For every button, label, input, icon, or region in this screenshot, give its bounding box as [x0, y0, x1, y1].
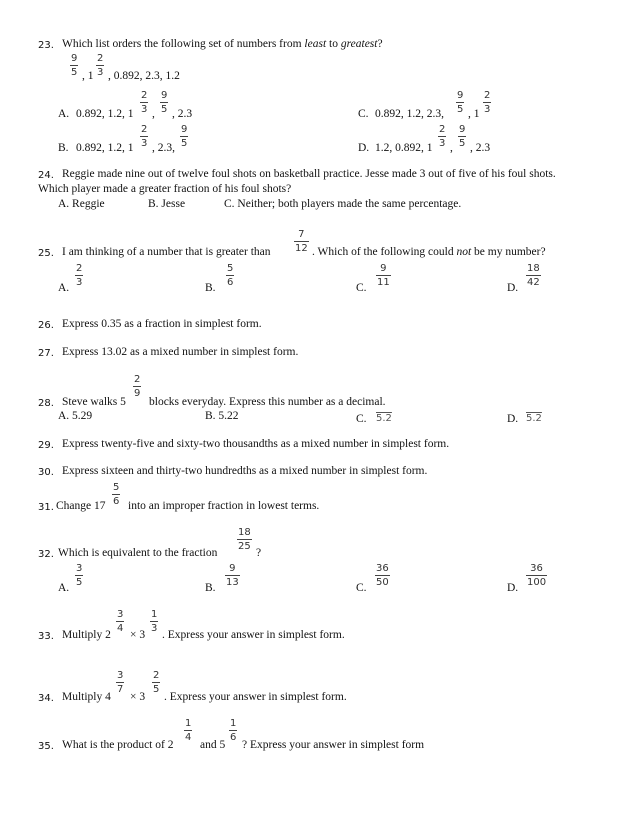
- choice-b-text: 0.892, 1.2, 1: [76, 142, 134, 154]
- question-number: 30.: [38, 467, 54, 478]
- question-text: Reggie made nine out of twelve foul shots on basketball practice. Jesse made 3 out of five of his foul shots.: [62, 168, 556, 180]
- choice-b-label: B.: [205, 282, 216, 294]
- choice-a-label: A.: [58, 108, 70, 120]
- comma: ,: [450, 142, 453, 154]
- choice-a-label: A.: [58, 282, 70, 294]
- question-number: 34.: [38, 693, 54, 704]
- comma: , 2.3,: [152, 142, 175, 154]
- question-text: Change 17: [56, 500, 106, 512]
- fraction: 2 3: [439, 124, 446, 149]
- fraction: 1 4: [185, 718, 192, 743]
- question-text-2: . Which of the following could not be my number?: [312, 246, 546, 258]
- choice-a-label: A.: [58, 582, 70, 594]
- question-text: What is the product of 2: [62, 739, 174, 751]
- question-number: 29.: [38, 440, 54, 451]
- choice-a-text: 0.892, 1.2, 1: [76, 108, 134, 120]
- times-text: × 3: [130, 691, 146, 703]
- question-text-2: . Express your answer in simplest form.: [164, 691, 347, 703]
- choice-d-label: D.: [507, 282, 519, 294]
- choice-c-label: C.: [356, 413, 367, 425]
- set-text: , 1: [82, 70, 94, 82]
- choice-a: A. Reggie: [58, 198, 105, 210]
- question-30-text: Express sixteen and thirty-two hundredths as a mixed number in simplest form.: [62, 465, 428, 477]
- set-text: , 0.892, 2.3, 1.2: [108, 70, 180, 82]
- fraction: 18 42: [527, 263, 540, 288]
- fraction: 9 13: [226, 563, 239, 588]
- question-26-text: Express 0.35 as a fraction in simplest form.: [62, 318, 262, 330]
- fraction: 2 3: [76, 263, 83, 288]
- question-text-2: Which player made a greater fraction of his foul shots?: [38, 183, 292, 195]
- fraction: 2 3: [141, 124, 148, 149]
- choice-d-tail: , 2.3: [470, 142, 491, 154]
- choice-d-label: D.: [358, 142, 370, 154]
- fraction: 5 6: [113, 482, 120, 507]
- question-text-2: into an improper fraction in lowest terms.: [128, 500, 320, 512]
- question-number: 26.: [38, 320, 54, 331]
- question-number: 31.: [38, 502, 54, 513]
- choice-c-tail: , 1: [468, 108, 480, 120]
- question-number: 32.: [38, 549, 54, 560]
- fraction: 1 3: [151, 609, 158, 634]
- fraction: 3 5: [76, 563, 83, 588]
- choice-d-text: 1.2, 0.892, 1: [375, 142, 433, 154]
- fraction: 9 5: [459, 124, 466, 149]
- fraction: 7 12: [295, 229, 308, 254]
- question-number: 28.: [38, 398, 54, 409]
- and-text: and 5: [200, 739, 226, 751]
- choice-c: C. Neither; both players made the same percentage.: [224, 198, 462, 210]
- choice-c-value: 5.2: [376, 413, 392, 424]
- comma: ,: [152, 108, 155, 120]
- question-number: 27.: [38, 348, 54, 359]
- choice-b-label: B.: [58, 142, 69, 154]
- fraction: 9 5: [71, 53, 78, 78]
- fraction: 36 50: [376, 563, 389, 588]
- choice-c-label: C.: [356, 582, 367, 594]
- question-number: 23.: [38, 40, 54, 51]
- choice-d-label: D.: [507, 582, 519, 594]
- choice-c-label: C.: [356, 282, 367, 294]
- fraction: 2 5: [153, 670, 160, 695]
- question-number: 24.: [38, 170, 54, 181]
- fraction: 2 3: [141, 90, 148, 115]
- choice-b-label: B.: [205, 582, 216, 594]
- choice-a-tail: , 2.3: [172, 108, 193, 120]
- fraction: 9 5: [161, 90, 168, 115]
- question-text-2: ? Express your answer in simplest form: [242, 739, 425, 751]
- question-text: I am thinking of a number that is greater than: [62, 246, 271, 258]
- fraction: 3 4: [117, 609, 124, 634]
- choice-d-value: 5.2: [526, 413, 542, 424]
- question-27-text: Express 13.02 as a mixed number in simplest form.: [62, 346, 299, 358]
- question-text: Which is equivalent to the fraction: [58, 547, 218, 559]
- choice-c-text: 0.892, 1.2, 2.3,: [375, 108, 444, 120]
- choice-c-label: C.: [358, 108, 369, 120]
- fraction: 9 5: [181, 124, 188, 149]
- fraction: 9 5: [457, 90, 464, 115]
- fraction: 5 6: [227, 263, 234, 288]
- fraction: 9 11: [377, 263, 390, 288]
- question-text: Multiply 4: [62, 691, 111, 703]
- question-number: 25.: [38, 248, 54, 259]
- question-text-2: blocks everyday. Express this number as a decimal.: [149, 396, 386, 408]
- choice-b: B. Jesse: [148, 198, 186, 210]
- fraction: 36 100: [527, 563, 547, 588]
- question-number: 33.: [38, 631, 54, 642]
- question-text-2: . Express your answer in simplest form.: [162, 629, 345, 641]
- fraction: 18 25: [238, 527, 251, 552]
- times-text: × 3: [130, 629, 146, 641]
- question-29-text: Express twenty-five and sixty-two thousandths as a mixed number in simplest form.: [62, 438, 450, 450]
- choice-b: B. 5.22: [205, 410, 239, 422]
- question-number: 35.: [38, 741, 54, 752]
- choice-a: A. 5.29: [58, 410, 93, 422]
- question-text: Which list orders the following set of numbers from least to greatest?: [62, 38, 383, 50]
- question-text: Multiply 2: [62, 629, 111, 641]
- fraction: 2 3: [97, 53, 104, 78]
- fraction: 2 9: [134, 374, 141, 399]
- fraction: 2 3: [484, 90, 491, 115]
- choice-d-label: D.: [507, 413, 519, 425]
- fraction: 1 6: [230, 718, 237, 743]
- question-text: Steve walks 5: [62, 396, 126, 408]
- question-mark: ?: [256, 547, 262, 559]
- fraction: 3 7: [117, 670, 124, 695]
